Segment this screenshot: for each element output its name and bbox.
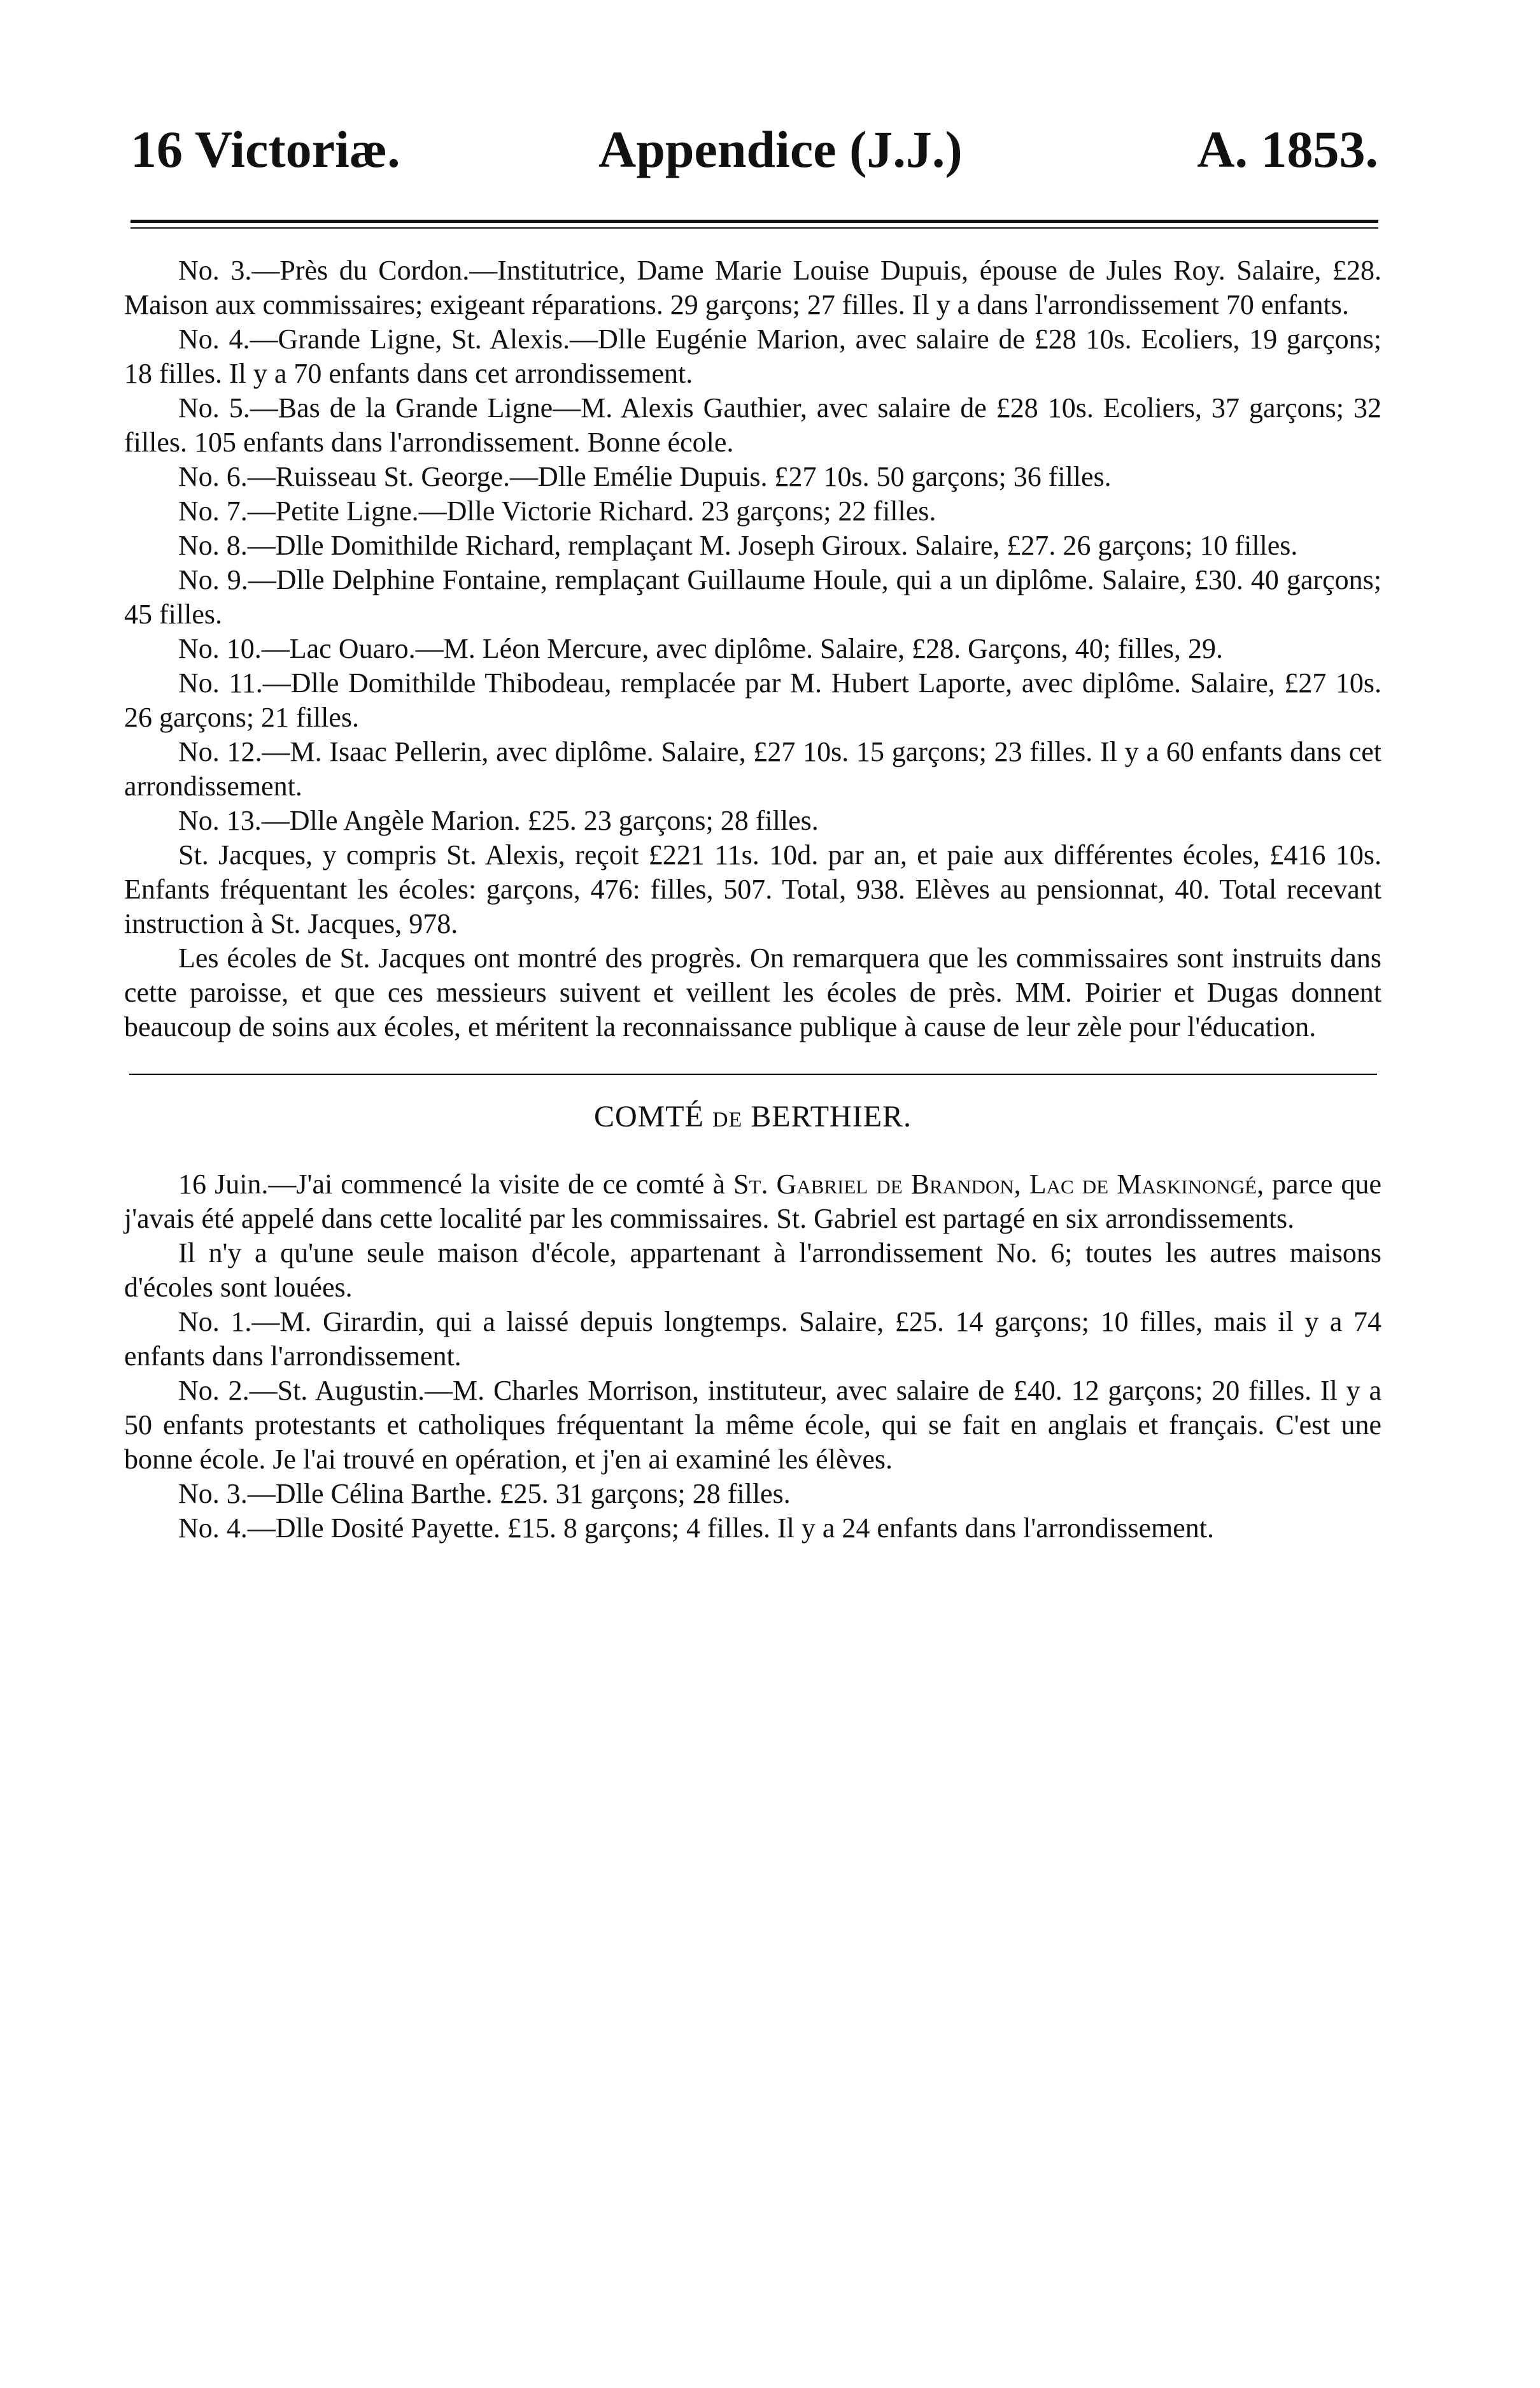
paragraph: No. 2.—St. Augustin.—M. Charles Morrison, instituteur, avec salaire de £40. 12 garçons; 20 filles. Il y a 50 enfants protestants et catholiques fréquentant la même école, qui se fait en anglais et français. C'est une bonne école. Je l'ai trouvé en opération, et j'en ai examiné les élèves. — [124, 1375, 1381, 1475]
paragraph: Il n'y a qu'une seule maison d'école, appartenant à l'arrondissement No. 6; toutes les autres maisons d'écoles sont louées. — [124, 1237, 1381, 1303]
paragraph: No. 6.—Ruisseau St. George.—Dlle Emélie Dupuis. £27 10s. 50 garçons; 36 filles. — [178, 461, 1112, 492]
header-regnal-year: 16 Victoriæ. — [131, 120, 400, 178]
paragraph: No. 3.—Près du Cordon.—Institutrice, Dame Marie Louise Dupuis, épouse de Jules Roy. Salaire, £28. Maison aux commissaires; exigeant réparations. 29 garçons; 27 filles. Il y a dans l'arrondissement 70 enfants. — [124, 255, 1381, 320]
paragraph: No. 4.—Dlle Dosité Payette. £15. 8 garçons; 4 filles. Il y a 24 enfants dans l'arrondissement. — [178, 1512, 1215, 1544]
paragraph: No. 10.—Lac Ouaro.—M. Léon Mercure, avec diplôme. Salaire, £28. Garçons, 40; filles, 29. — [178, 633, 1223, 664]
intro-text: , parce que j'avais été appelé dans cette localité par les commissaires. St. Gabriel est partagé en six arrondissements. — [124, 1169, 1381, 1234]
page-header — [131, 115, 1378, 185]
header-rule-thick — [131, 220, 1378, 223]
section-intro-paragraph — [124, 1167, 1381, 1236]
header-appendix-title: Appendice (J.J.) — [598, 120, 963, 178]
paragraph: St. Jacques, y compris St. Alexis, reçoit £221 11s. 10d. par an, et paie aux différentes écoles, £416 10s. Enfants fréquentant les écoles: garçons, 476: filles, 507. Total, 938. Elèves au pensionnat, 40. Total recevant instruction à St. Jacques, 978. — [124, 839, 1381, 939]
intro-place: Lac de Maskinongé — [1029, 1169, 1257, 1200]
section-heading-part: DE — [712, 1108, 743, 1132]
header-rule-thin — [131, 227, 1378, 229]
paragraph: No. 12.—M. Isaac Pellerin, avec diplôme. Salaire, £27 10s. 15 garçons; 23 filles. Il y a 60 enfants dans cet arrondissement. — [124, 736, 1381, 802]
paragraph: No. 9.—Dlle Delphine Fontaine, remplaçant Guillaume Houle, qui a un diplôme. Salaire, £30. 40 garçons; 45 filles. — [124, 564, 1381, 630]
paragraph: No. 8.—Dlle Domithilde Richard, remplaçant M. Joseph Giroux. Salaire, £27. 26 garçons; 10 filles. — [178, 530, 1298, 561]
paragraph: No. 3.—Dlle Célina Barthe. £25. 31 garçons; 28 filles. — [178, 1478, 791, 1509]
section-heading-part: COMTÉ — [593, 1100, 704, 1134]
intro-place: St. Gabriel de Brandon — [733, 1169, 1014, 1200]
header-year: A. 1853. — [1197, 120, 1378, 178]
section-heading — [124, 1098, 1381, 1139]
intro-text: , — [1014, 1169, 1029, 1200]
document-body — [124, 253, 1381, 1546]
paragraph: No. 13.—Dlle Angèle Marion. £25. 23 garçons; 28 filles. — [178, 805, 819, 836]
paragraph: No. 5.—Bas de la Grande Ligne—M. Alexis Gauthier, avec salaire de £28 10s. Ecoliers, 37 garçons; 32 filles. 105 enfants dans l'arrondissement. Bonne école. — [124, 392, 1381, 458]
paragraph: No. 11.—Dlle Domithilde Thibodeau, remplacée par M. Hubert Laporte, avec diplôme. Salaire, £27 10s. 26 garçons; 21 filles. — [124, 667, 1381, 733]
paragraph: No. 1.—M. Girardin, qui a laissé depuis longtemps. Salaire, £25. 14 garçons; 10 filles, mais il y a 74 enfants dans l'arrondissement. — [124, 1306, 1381, 1372]
paragraph: Les écoles de St. Jacques ont montré des progrès. On remarquera que les commissaires sont instruits dans cette paroisse, et que ces messieurs suivent et veillent les écoles de près. MM. Poirier et Dugas donnent beaucoup de soins aux écoles, et méritent la reconnaissance publique à cause de leur zèle pour l'éducation. — [124, 942, 1381, 1042]
section-divider — [129, 1074, 1377, 1075]
intro-date: 16 Juin. — [178, 1169, 269, 1200]
paragraph: No. 4.—Grande Ligne, St. Alexis.—Dlle Eugénie Marion, avec salaire de £28 10s. Ecoliers, 19 garçons; 18 filles. Il y a 70 enfants dans cet arrondissement. — [124, 323, 1381, 389]
paragraph: No. 7.—Petite Ligne.—Dlle Victorie Richard. 23 garçons; 22 filles. — [178, 495, 936, 527]
section-heading-part: BERTHIER. — [751, 1100, 912, 1134]
intro-text: —J'ai commencé la visite de ce comté à — [268, 1169, 734, 1200]
